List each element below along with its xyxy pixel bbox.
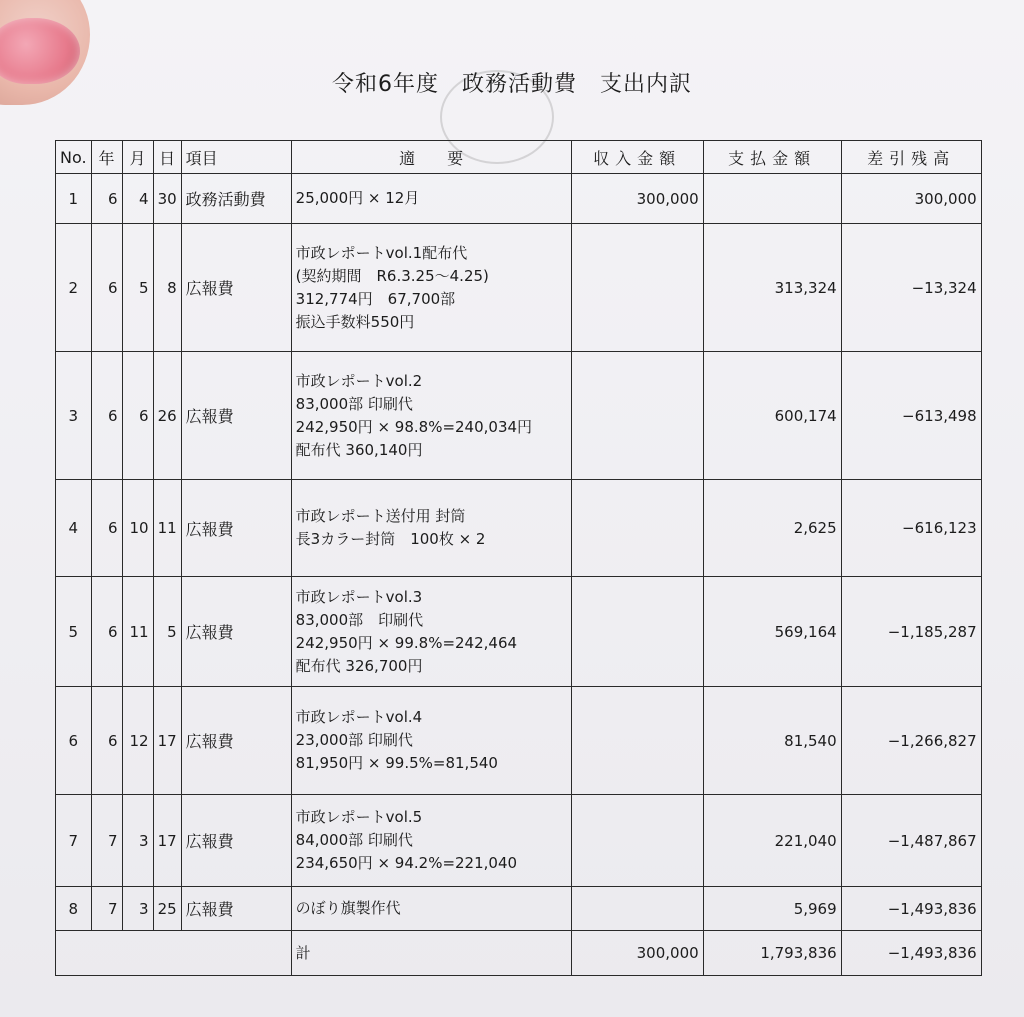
summary-line: 市政レポートvol.4 — [295, 708, 423, 726]
cell-balance: −1,487,867 — [841, 795, 981, 887]
cell-no: 3 — [56, 352, 92, 480]
cell-summary — [291, 795, 571, 887]
cell-month: 4 — [122, 174, 153, 224]
header-month: 月 — [122, 141, 153, 174]
cell-no: 8 — [56, 887, 92, 931]
cell-no: 6 — [56, 687, 92, 795]
cell-income — [571, 687, 703, 795]
summary-line: 83,000部 印刷代 — [295, 394, 413, 413]
header-item: 項目 — [181, 141, 291, 174]
cell-payment: 569,164 — [703, 577, 841, 687]
header-day: 日 — [153, 141, 181, 174]
cell-year: 6 — [91, 687, 122, 795]
header-summary: 適 要 — [291, 141, 571, 174]
cell-payment: 313,324 — [703, 224, 841, 352]
cell-summary — [291, 577, 571, 687]
summary-line: 振込手数料550円 — [295, 312, 415, 331]
summary-line: 市政レポートvol.1配布代 — [295, 243, 468, 262]
summary-line: 市政レポート送付用 封筒 — [295, 507, 466, 525]
cell-item: 政務活動費 — [181, 174, 291, 224]
summary-line: のぼり旗製作代 — [295, 899, 401, 917]
cell-balance: −616,123 — [841, 480, 981, 577]
cell-year: 7 — [91, 887, 122, 931]
cell-item: 広報費 — [181, 887, 291, 931]
cell-no: 4 — [56, 480, 92, 577]
summary-line: 配布代 360,140円 — [295, 440, 423, 459]
summary-line: 242,950円 × 98.8%=240,034円 — [295, 417, 533, 436]
summary-line: 83,000部 印刷代 — [295, 610, 424, 629]
summary-line: 81,950円 × 99.5%=81,540 — [295, 754, 498, 772]
table-row — [56, 352, 982, 480]
header-payment: 支払金額 — [703, 141, 841, 174]
cell-day: 30 — [153, 174, 181, 224]
cell-day: 17 — [153, 795, 181, 887]
summary-line: 市政レポートvol.2 — [295, 371, 423, 390]
cell-year: 7 — [91, 795, 122, 887]
header-balance: 差引残高 — [841, 141, 981, 174]
ledger-body — [56, 174, 982, 976]
cell-year: 6 — [91, 174, 122, 224]
cell-balance: −1,266,827 — [841, 687, 981, 795]
cell-day: 25 — [153, 887, 181, 931]
cell-year: 6 — [91, 577, 122, 687]
cell-year: 6 — [91, 224, 122, 352]
table-row — [56, 687, 982, 795]
cell-day: 11 — [153, 480, 181, 577]
cell-balance: −1,493,836 — [841, 887, 981, 931]
cell-item: 広報費 — [181, 795, 291, 887]
summary-line: 312,774円 67,700部 — [295, 289, 456, 308]
cell-income — [571, 480, 703, 577]
summary-line: 市政レポートvol.3 — [295, 587, 423, 606]
cell-summary — [291, 480, 571, 577]
total-balance: −1,493,836 — [841, 931, 981, 976]
summary-line: 市政レポートvol.5 — [295, 808, 423, 826]
cell-income — [571, 577, 703, 687]
cell-month: 10 — [122, 480, 153, 577]
table-row — [56, 480, 982, 577]
document-title: 令和6年度 政務活動費 支出内訳 — [332, 72, 692, 97]
cell-item: 広報費 — [181, 480, 291, 577]
cell-no: 7 — [56, 795, 92, 887]
header-income: 収入金額 — [571, 141, 703, 174]
table-row — [56, 174, 982, 224]
cell-payment — [703, 174, 841, 224]
header-no: No. — [56, 141, 92, 174]
cell-day: 17 — [153, 687, 181, 795]
summary-line: 配布代 326,700円 — [295, 656, 423, 675]
table-row — [56, 795, 982, 887]
cell-month: 3 — [122, 795, 153, 887]
cell-income: 300,000 — [571, 174, 703, 224]
total-blank-cell — [56, 931, 292, 976]
cell-item: 広報費 — [181, 687, 291, 795]
cell-item: 広報費 — [181, 577, 291, 687]
cell-month: 12 — [122, 687, 153, 795]
expense-ledger-table — [55, 140, 982, 976]
cell-income — [571, 795, 703, 887]
cell-summary — [291, 887, 571, 931]
cell-payment: 221,040 — [703, 795, 841, 887]
header-row — [56, 141, 982, 174]
cell-summary — [291, 174, 571, 224]
cell-balance: −613,498 — [841, 352, 981, 480]
summary-line: 長3カラー封筒 100枚 × 2 — [295, 530, 486, 548]
cell-item: 広報費 — [181, 224, 291, 352]
cell-payment: 600,174 — [703, 352, 841, 480]
total-label: 計 — [291, 931, 571, 976]
cell-payment: 2,625 — [703, 480, 841, 577]
cell-day: 26 — [153, 352, 181, 480]
summary-line: 234,650円 × 94.2%=221,040 — [295, 854, 518, 872]
summary-line: 242,950円 × 99.8%=242,464 — [295, 633, 518, 652]
cell-income — [571, 887, 703, 931]
cell-item: 広報費 — [181, 352, 291, 480]
cell-year: 6 — [91, 480, 122, 577]
cell-year: 6 — [91, 352, 122, 480]
total-payment: 1,793,836 — [703, 931, 841, 976]
cell-payment: 81,540 — [703, 687, 841, 795]
summary-line: 25,000円 × 12月 — [295, 189, 420, 207]
cell-day: 8 — [153, 224, 181, 352]
cell-month: 6 — [122, 352, 153, 480]
cell-summary — [291, 352, 571, 480]
table-row — [56, 577, 982, 687]
cell-no: 5 — [56, 577, 92, 687]
cell-no: 1 — [56, 174, 92, 224]
summary-line: 84,000部 印刷代 — [295, 831, 413, 849]
cell-day: 5 — [153, 577, 181, 687]
cell-balance: 300,000 — [841, 174, 981, 224]
cell-summary — [291, 687, 571, 795]
total-row — [56, 931, 982, 976]
cell-month: 3 — [122, 887, 153, 931]
cell-income — [571, 224, 703, 352]
cell-summary — [291, 224, 571, 352]
cell-balance: −13,324 — [841, 224, 981, 352]
cell-month: 5 — [122, 224, 153, 352]
summary-line: (契約期間 R6.3.25～4.25) — [295, 266, 489, 285]
cell-income — [571, 352, 703, 480]
cell-month: 11 — [122, 577, 153, 687]
table-row — [56, 887, 982, 931]
total-income: 300,000 — [571, 931, 703, 976]
cell-balance: −1,185,287 — [841, 577, 981, 687]
summary-line: 23,000部 印刷代 — [295, 731, 413, 749]
table-row — [56, 224, 982, 352]
cell-no: 2 — [56, 224, 92, 352]
cell-payment: 5,969 — [703, 887, 841, 931]
header-year: 年 — [91, 141, 122, 174]
